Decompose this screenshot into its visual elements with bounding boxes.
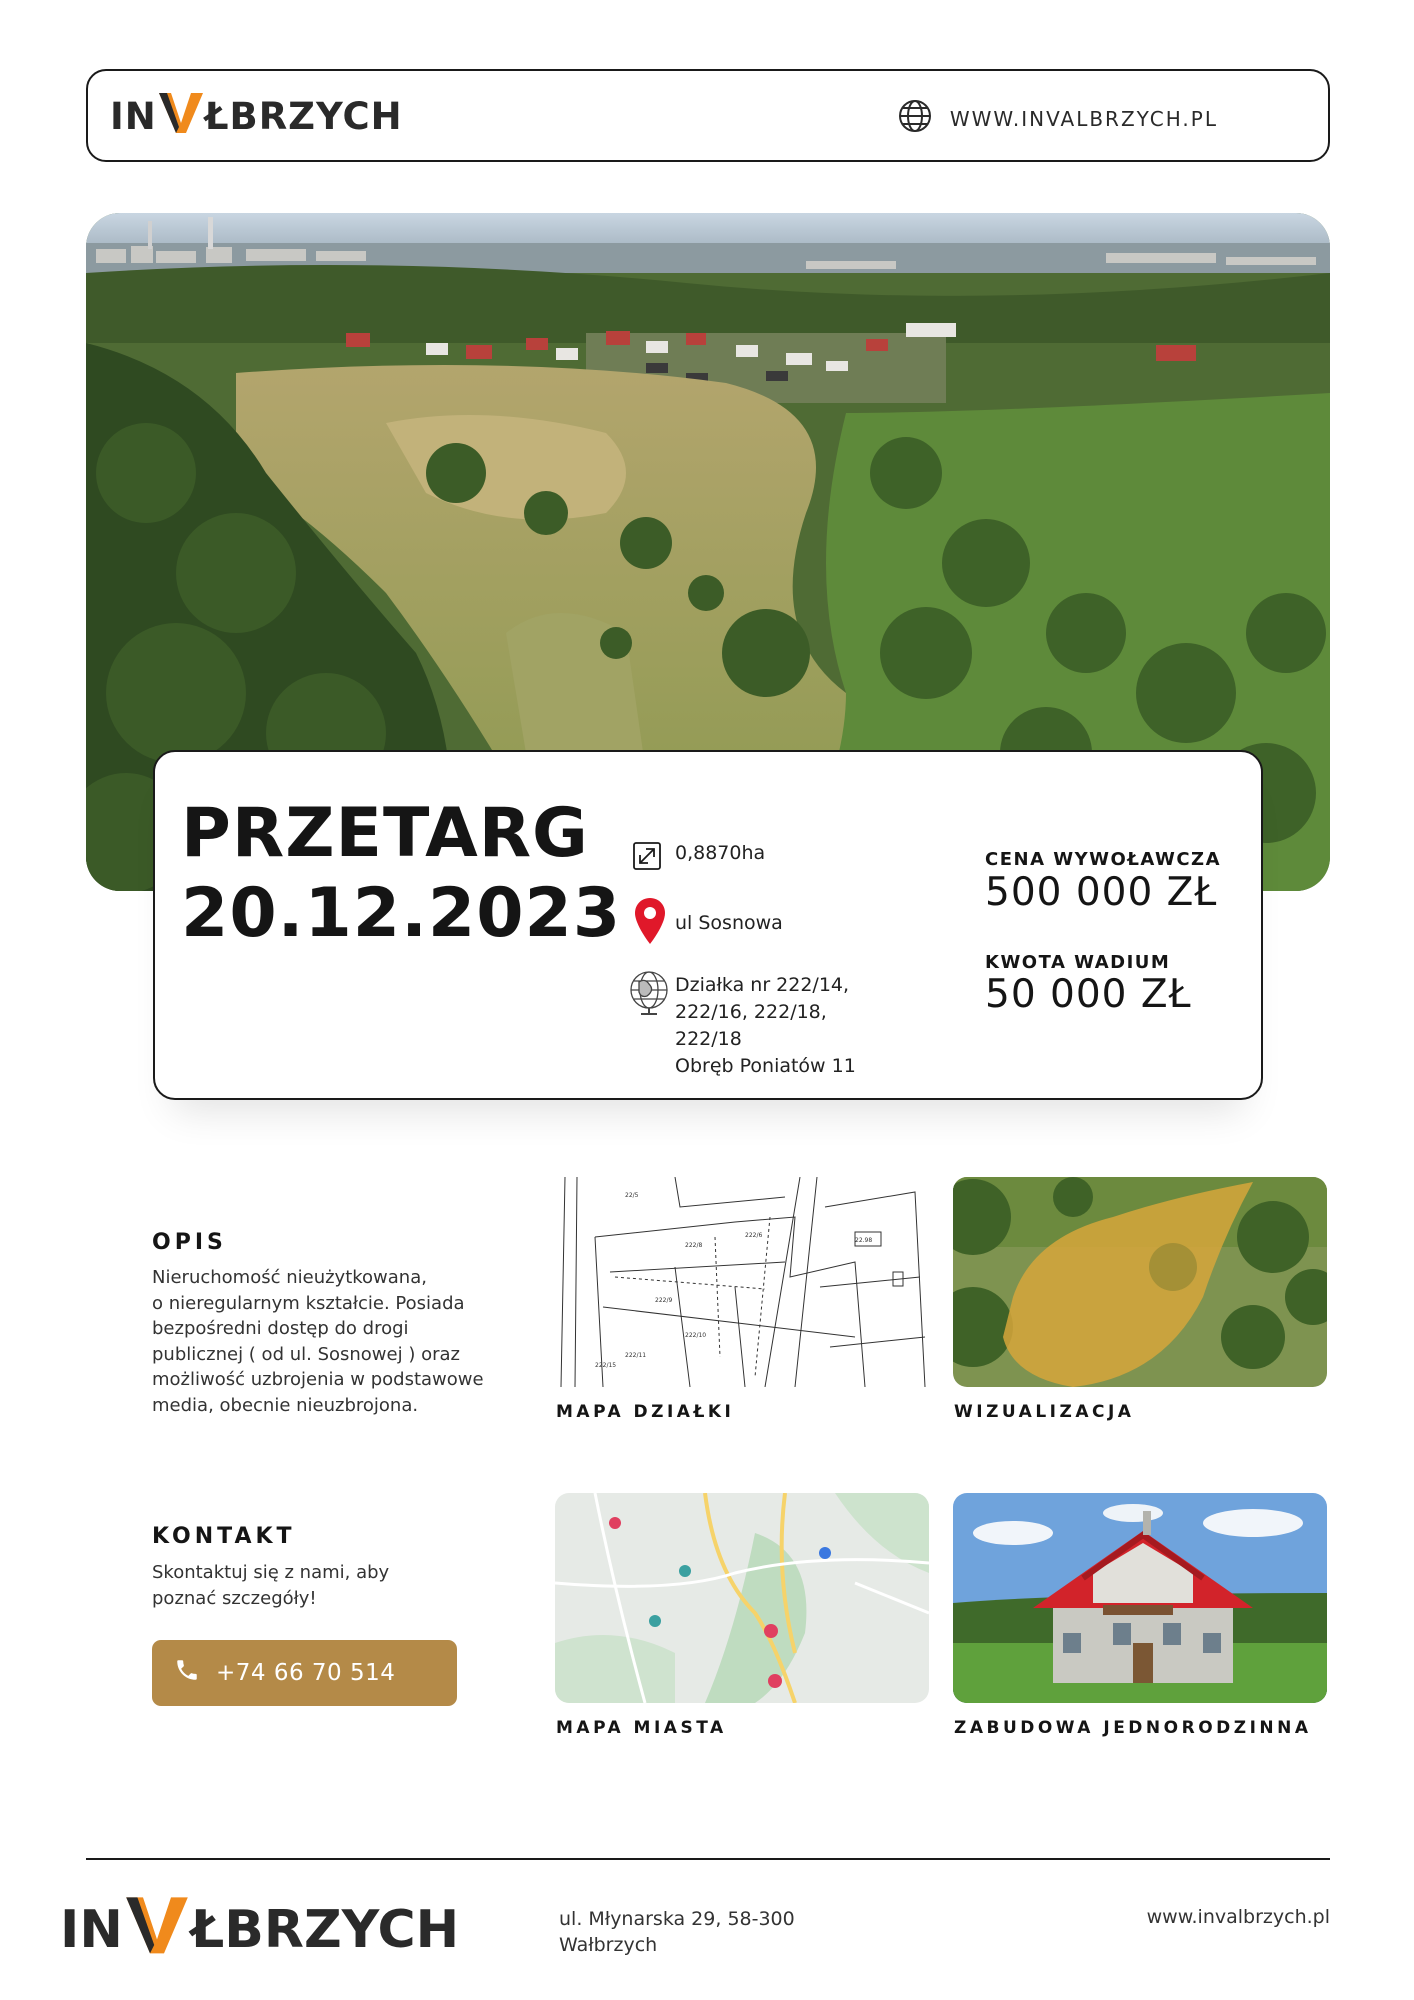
footer-logo-text-post: ŁBRZYCH <box>190 1900 460 1960</box>
parcel-line-1: Działka nr 222/14, <box>675 974 850 996</box>
svg-text:22.98: 22.98 <box>855 1237 873 1244</box>
description-line: media, obecnie nieuzbrojona. <box>152 1394 419 1416</box>
header-bar <box>86 69 1330 162</box>
deposit-label: KWOTA WADIUM <box>985 952 1171 973</box>
auction-title-line1: PRZETARG <box>181 794 589 873</box>
starting-price-value: 500 000 ZŁ <box>985 870 1218 915</box>
visualization-label: WIZUALIZACJA <box>954 1402 1135 1422</box>
area-detail <box>675 840 765 867</box>
description-line: publicznej ( od ul. Sosnowej ) oraz <box>152 1343 460 1365</box>
auction-info-card <box>153 750 1263 1100</box>
description-title: OPIS <box>152 1230 227 1255</box>
description-line: Nieruchomość nieużytkowana, <box>152 1267 427 1288</box>
single-family-house-thumbnail[interactable] <box>953 1493 1327 1703</box>
single-family-label: ZABUDOWA JEDNORODZINNA <box>954 1718 1312 1738</box>
address-value: ul Sosnowa <box>675 912 783 934</box>
contact-text <box>152 1560 389 1611</box>
svg-text:222/6: 222/6 <box>745 1232 763 1239</box>
svg-text:22/5: 22/5 <box>625 1192 639 1199</box>
header-website[interactable] <box>898 99 1218 138</box>
phone-call-button[interactable] <box>152 1640 457 1706</box>
svg-text:222/10: 222/10 <box>685 1332 707 1339</box>
address-detail <box>675 910 783 937</box>
phone-number: +74 66 70 514 <box>216 1660 396 1686</box>
contact-line: Skontaktuj się z nami, aby <box>152 1562 390 1583</box>
location-pin-icon <box>633 896 667 954</box>
footer-website[interactable]: www.invalbrzych.pl <box>1146 1906 1330 1928</box>
footer-divider <box>86 1858 1330 1860</box>
svg-text:222/9: 222/9 <box>655 1297 673 1304</box>
brand-logo[interactable] <box>110 87 403 145</box>
svg-text:222/8: 222/8 <box>685 1242 703 1249</box>
contact-line: poznać szczegóły! <box>152 1587 317 1609</box>
auction-title <box>181 794 621 954</box>
deposit-value: 50 000 ZŁ <box>985 972 1192 1017</box>
description-text <box>152 1265 484 1418</box>
auction-date: 20.12.2023 <box>181 874 622 953</box>
parcel-detail <box>675 972 856 1080</box>
parcel-line-3: 222/18 <box>675 1028 742 1050</box>
phone-icon <box>174 1657 200 1689</box>
footer-brand-logo[interactable] <box>60 1890 459 1970</box>
city-map-label: MAPA MIASTA <box>556 1718 727 1738</box>
header-website-text: WWW.INVALBRZYCH.PL <box>949 106 1218 131</box>
footer-address-city: Wałbrzych <box>559 1934 658 1956</box>
city-map-drawing <box>555 1493 929 1703</box>
globe-map-icon <box>627 968 671 1028</box>
footer-address <box>559 1906 795 1958</box>
globe-icon <box>898 99 932 138</box>
parcel-line-2: 222/16, 222/18, <box>675 1001 827 1023</box>
house-drawing <box>953 1493 1327 1703</box>
cadastral-map-drawing <box>555 1177 929 1387</box>
footer-address-street: ul. Młynarska 29, 58-300 <box>559 1908 795 1930</box>
logo-text-post: ŁBRZYCH <box>204 94 403 138</box>
logo-text-pre: IN <box>110 94 157 138</box>
description-line: bezpośredni dostęp do drogi <box>152 1318 409 1339</box>
parcel-precinct: Obręb Poniatów 11 <box>675 1055 856 1077</box>
starting-price-label: CENA WYWOŁAWCZA <box>985 849 1222 870</box>
plot-map-label: MAPA DZIAŁKI <box>556 1402 735 1422</box>
svg-text:222/11: 222/11 <box>625 1352 647 1359</box>
description-line: o nieregularnym kształcie. Posiada <box>152 1292 465 1314</box>
contact-title: KONTAKT <box>152 1524 296 1549</box>
city-map-thumbnail[interactable] <box>555 1493 929 1703</box>
visualization-drawing <box>953 1177 1327 1387</box>
footer-logo-text-pre: IN <box>60 1900 123 1960</box>
footer-logo-v-mark <box>123 1889 191 1972</box>
description-line: możliwość uzbrojenia w podstawowe <box>152 1369 484 1390</box>
area-value: 0,8870ha <box>675 842 766 864</box>
logo-v-mark <box>157 87 205 146</box>
svg-text:222/15: 222/15 <box>595 1362 617 1369</box>
resize-arrow-icon <box>631 840 663 880</box>
plot-map-thumbnail[interactable] <box>555 1177 929 1387</box>
visualization-thumbnail[interactable] <box>953 1177 1327 1387</box>
